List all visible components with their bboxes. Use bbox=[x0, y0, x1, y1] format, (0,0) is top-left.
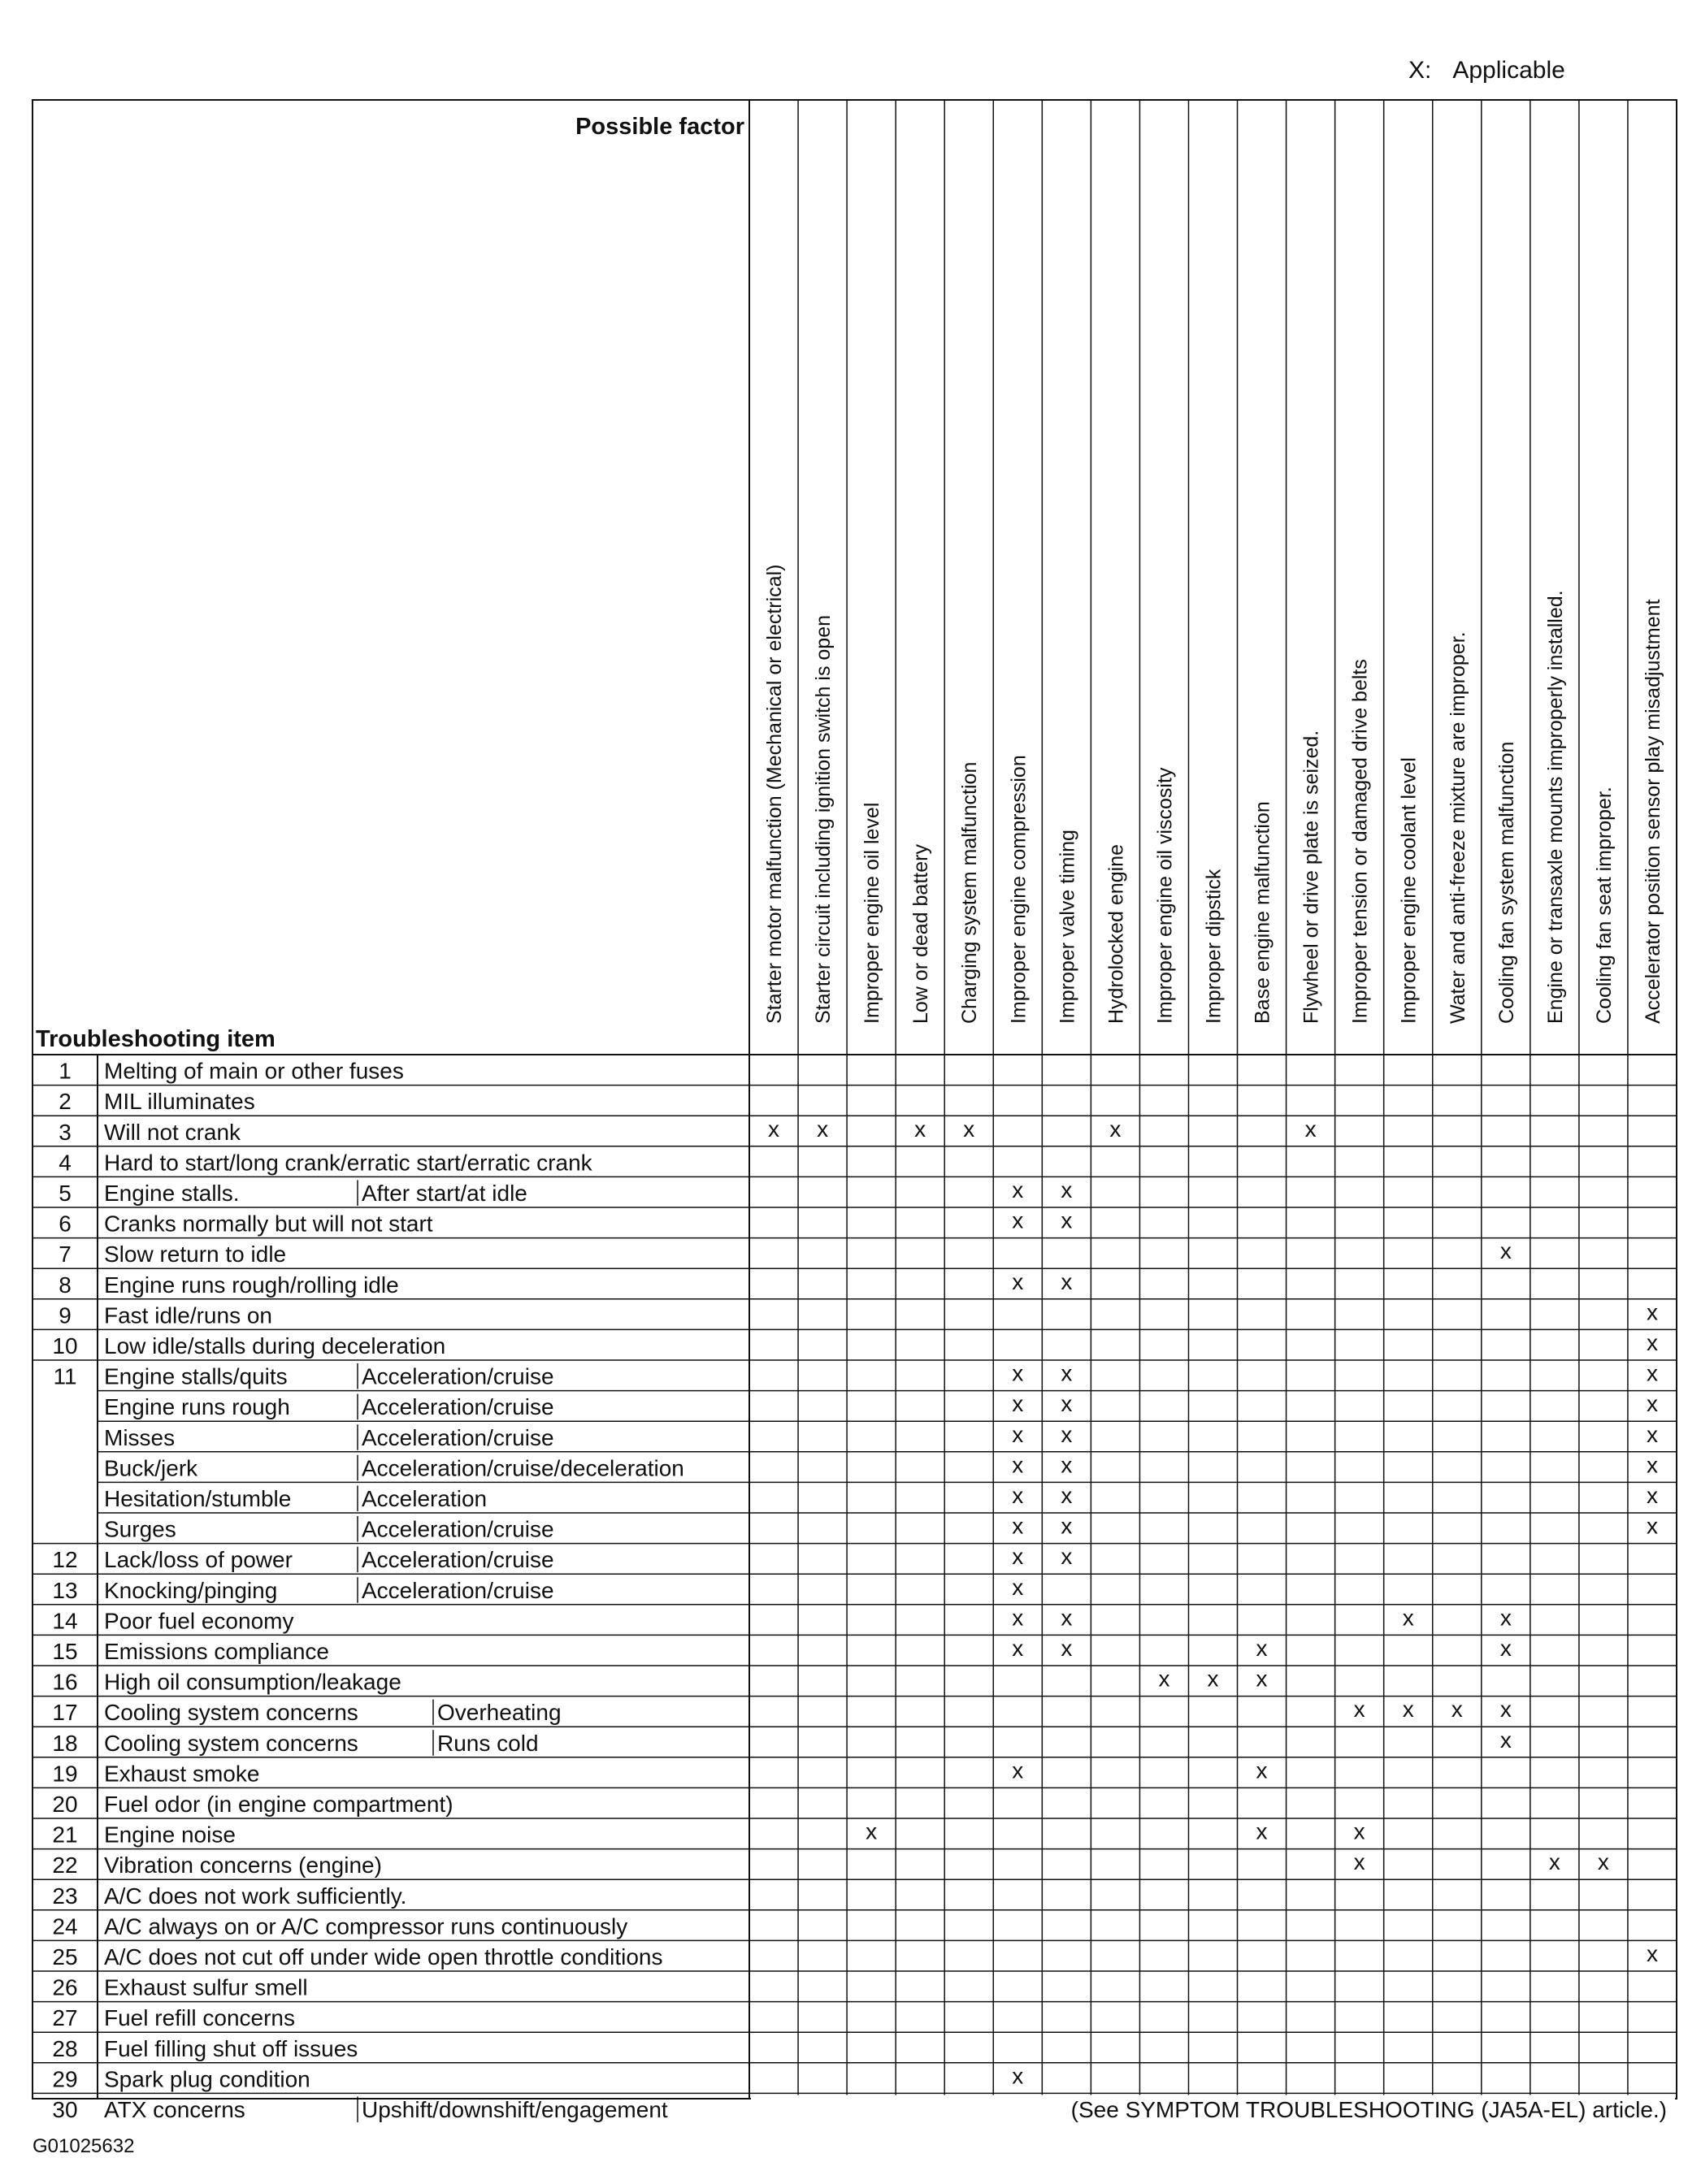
row-number: 23 bbox=[52, 1883, 78, 1909]
factor-header: Hydrolocked engine bbox=[1104, 844, 1128, 1024]
troubleshooting-item: A/C does not cut off under wide open throttle conditions bbox=[104, 1944, 663, 1970]
applicable-mark: x bbox=[1012, 1574, 1024, 1600]
troubleshooting-item: High oil consumption/leakage bbox=[104, 1669, 401, 1695]
troubleshooting-item: Hard to start/long crank/erratic start/erratic crank bbox=[104, 1150, 592, 1176]
troubleshooting-item: Low idle/stalls during deceleration bbox=[104, 1333, 446, 1358]
troubleshooting-item: Vibration concerns (engine) bbox=[104, 1852, 382, 1878]
applicable-mark: x bbox=[1353, 1849, 1365, 1875]
troubleshooting-item: Knocking/pinging bbox=[104, 1577, 278, 1603]
applicable-mark: x bbox=[1012, 1268, 1024, 1294]
factor-header: Improper dipstick bbox=[1202, 869, 1226, 1024]
troubleshooting-item: Engine stalls/quits bbox=[104, 1363, 288, 1389]
troubleshooting-item: Surges bbox=[104, 1516, 176, 1542]
row-number: 2 bbox=[59, 1089, 72, 1115]
row-number: 4 bbox=[59, 1150, 72, 1176]
applicable-mark: x bbox=[1402, 1696, 1414, 1722]
applicable-mark: x bbox=[1012, 1605, 1024, 1631]
applicable-mark: x bbox=[963, 1116, 975, 1142]
troubleshooting-item: Buck/jerk bbox=[104, 1455, 198, 1481]
applicable-mark: x bbox=[1012, 1177, 1024, 1202]
row-number: 7 bbox=[59, 1242, 72, 1268]
condition: Acceleration bbox=[362, 1486, 488, 1511]
factor-header: Starter circuit including ignition switch is open bbox=[812, 614, 835, 1024]
troubleshooting-item: Hesitation/stumble bbox=[104, 1486, 292, 1511]
troubleshooting-item: Emissions compliance bbox=[104, 1639, 329, 1664]
row-number: 24 bbox=[52, 1913, 78, 1939]
applicable-mark: x bbox=[1646, 1421, 1658, 1447]
applicable-mark: x bbox=[1061, 1483, 1073, 1508]
troubleshooting-item: A/C does not work sufficiently. bbox=[104, 1883, 407, 1909]
applicable-mark: x bbox=[1499, 1605, 1512, 1631]
factor-header: Improper engine coolant level bbox=[1397, 757, 1421, 1024]
applicable-mark: x bbox=[1646, 1513, 1658, 1539]
row-number: 30 bbox=[52, 2097, 78, 2122]
row-number: 28 bbox=[52, 2035, 78, 2061]
condition: Acceleration/cruise bbox=[362, 1363, 554, 1389]
row-number: 27 bbox=[52, 2005, 78, 2031]
condition: Upshift/downshift/engagement bbox=[362, 2097, 668, 2122]
troubleshooting-item: Lack/loss of power bbox=[104, 1547, 293, 1573]
applicable-mark: x bbox=[1061, 1544, 1073, 1570]
applicable-mark: x bbox=[1646, 1299, 1658, 1325]
troubleshooting-item: Engine noise bbox=[104, 1822, 236, 1848]
applicable-mark: x bbox=[1646, 1452, 1658, 1478]
applicable-mark: x bbox=[866, 1818, 878, 1844]
applicable-mark: x bbox=[1256, 1757, 1268, 1783]
row-number: 20 bbox=[52, 1792, 78, 1817]
applicable-mark: x bbox=[1256, 1666, 1268, 1692]
applicable-mark: x bbox=[1109, 1116, 1122, 1142]
row-number: 29 bbox=[52, 2066, 78, 2092]
row-number: 26 bbox=[52, 1974, 78, 2000]
figure-id: G01025632 bbox=[33, 2135, 135, 2157]
troubleshooting-item: Exhaust sulfur smell bbox=[104, 1974, 308, 2000]
troubleshooting-item: Fuel odor (in engine compartment) bbox=[104, 1792, 453, 1817]
troubleshooting-item: Cooling system concerns bbox=[104, 1700, 358, 1726]
factor-header: Accelerator position sensor play misadjustment bbox=[1641, 599, 1664, 1024]
row-number: 22 bbox=[52, 1852, 78, 1878]
row-number: 6 bbox=[59, 1211, 72, 1237]
factor-header: Improper engine oil viscosity bbox=[1153, 767, 1177, 1024]
row-number: 13 bbox=[52, 1577, 78, 1603]
applicable-mark: x bbox=[1304, 1116, 1317, 1142]
row-number: 8 bbox=[59, 1272, 72, 1298]
row-number: 15 bbox=[52, 1639, 78, 1664]
row-number: 17 bbox=[52, 1700, 78, 1726]
troubleshooting-item: Engine runs rough/rolling idle bbox=[104, 1272, 399, 1298]
troubleshooting-item: Cranks normally but will not start bbox=[104, 1211, 433, 1237]
row-number: 16 bbox=[52, 1669, 78, 1695]
factor-header: Cooling fan seat improper. bbox=[1592, 786, 1616, 1024]
troubleshooting-item: Melting of main or other fuses bbox=[104, 1058, 404, 1084]
factor-header: Engine or transaxle mounts improperly installed. bbox=[1543, 590, 1567, 1024]
condition: After start/at idle bbox=[362, 1181, 527, 1206]
applicable-mark: x bbox=[1451, 1696, 1463, 1722]
troubleshooting-item: Cooling system concerns bbox=[104, 1730, 358, 1756]
condition: Acceleration/cruise/deceleration bbox=[362, 1455, 684, 1481]
applicable-mark: x bbox=[1646, 1360, 1658, 1386]
applicable-mark: x bbox=[1061, 1421, 1073, 1447]
applicable-mark: x bbox=[1646, 1941, 1658, 1966]
applicable-mark: x bbox=[1012, 1360, 1024, 1386]
row-number: 3 bbox=[59, 1119, 72, 1145]
applicable-mark: x bbox=[1061, 1391, 1073, 1417]
troubleshooting-item: Engine runs rough bbox=[104, 1394, 290, 1420]
row-number: 9 bbox=[59, 1302, 72, 1328]
applicable-mark: x bbox=[1012, 1421, 1024, 1447]
factor-header: Improper engine oil level bbox=[861, 802, 884, 1024]
applicable-mark: x bbox=[1597, 1849, 1609, 1875]
troubleshooting-item: Engine stalls. bbox=[104, 1181, 240, 1206]
troubleshooting-item: MIL illuminates bbox=[104, 1089, 255, 1115]
row-number: 25 bbox=[52, 1944, 78, 1970]
troubleshooting-item-header: Troubleshooting item bbox=[36, 1026, 276, 1052]
troubleshooting-item: Misses bbox=[104, 1424, 176, 1450]
applicable-mark: x bbox=[1061, 1605, 1073, 1631]
row-number: 5 bbox=[59, 1181, 72, 1206]
applicable-mark: x bbox=[1499, 1636, 1512, 1661]
row-number: 10 bbox=[52, 1333, 78, 1358]
factor-header: Water and anti-freeze mixture are improper. bbox=[1446, 631, 1469, 1024]
condition: Acceleration/cruise bbox=[362, 1394, 554, 1420]
possible-factor-header: Possible factor bbox=[575, 114, 744, 140]
applicable-mark: x bbox=[768, 1116, 780, 1142]
troubleshooting-item: Will not crank bbox=[104, 1119, 241, 1145]
applicable-mark: x bbox=[1061, 1636, 1073, 1661]
row-number: 12 bbox=[52, 1547, 78, 1573]
applicable-mark: x bbox=[1548, 1849, 1560, 1875]
row-number: 19 bbox=[52, 1761, 78, 1787]
applicable-mark: x bbox=[1012, 1544, 1024, 1570]
applicable-mark: x bbox=[1207, 1666, 1219, 1692]
troubleshooting-item: Fuel filling shut off issues bbox=[104, 2035, 358, 2061]
applicable-mark: x bbox=[1061, 1207, 1073, 1233]
applicable-mark: x bbox=[1646, 1483, 1658, 1508]
condition: Acceleration/cruise bbox=[362, 1424, 554, 1450]
factor-header: Base engine malfunction bbox=[1251, 801, 1274, 1024]
applicable-mark: x bbox=[1012, 1207, 1024, 1233]
factor-header: Charging system malfunction bbox=[958, 761, 982, 1024]
factor-header: Flywheel or drive plate is seized. bbox=[1300, 730, 1323, 1024]
applicable-mark: x bbox=[1061, 1177, 1073, 1202]
troubleshooting-item: ATX concerns bbox=[104, 2097, 245, 2122]
applicable-mark: x bbox=[1158, 1666, 1170, 1692]
applicable-mark: x bbox=[1061, 1513, 1073, 1539]
row-number: 11 bbox=[53, 1363, 77, 1389]
row-number: 21 bbox=[52, 1822, 78, 1848]
factor-header: Low or dead battery bbox=[909, 844, 933, 1024]
troubleshooting-item: Fast idle/runs on bbox=[104, 1302, 272, 1328]
applicable-mark: x bbox=[1012, 1452, 1024, 1478]
troubleshooting-item: A/C always on or A/C compressor runs continuously bbox=[104, 1913, 628, 1939]
factor-header: Cooling fan system malfunction bbox=[1495, 741, 1518, 1024]
row-number: 1 bbox=[59, 1058, 72, 1084]
troubleshooting-item: Poor fuel economy bbox=[104, 1608, 294, 1634]
troubleshooting-item: Exhaust smoke bbox=[104, 1761, 260, 1787]
applicable-mark: x bbox=[1061, 1452, 1073, 1478]
condition: Acceleration/cruise bbox=[362, 1516, 554, 1542]
applicable-mark: x bbox=[914, 1116, 926, 1142]
applicable-mark: x bbox=[1012, 1636, 1024, 1661]
factor-header: Improper tension or damaged drive belts bbox=[1348, 659, 1372, 1024]
condition: Runs cold bbox=[437, 1730, 539, 1756]
condition: Overheating bbox=[437, 1700, 562, 1726]
applicable-mark: x bbox=[1353, 1696, 1365, 1722]
factor-header: Improper engine compression bbox=[1007, 755, 1031, 1024]
applicable-mark: x bbox=[1402, 1605, 1414, 1631]
applicable-mark: x bbox=[1256, 1636, 1268, 1661]
factor-header: Starter motor malfunction (Mechanical or electrical) bbox=[763, 564, 787, 1024]
applicable-mark: x bbox=[1012, 1757, 1024, 1783]
applicable-mark: x bbox=[1353, 1818, 1365, 1844]
condition: Acceleration/cruise bbox=[362, 1577, 554, 1603]
applicable-mark: x bbox=[1499, 1696, 1512, 1722]
troubleshooting-item: Fuel refill concerns bbox=[104, 2005, 295, 2031]
applicable-mark: x bbox=[1061, 1268, 1073, 1294]
factor-header: Improper valve timing bbox=[1056, 830, 1079, 1024]
applicable-mark: x bbox=[1012, 1513, 1024, 1539]
applicable-mark: x bbox=[1646, 1391, 1658, 1417]
applicable-mark: x bbox=[1061, 1360, 1073, 1386]
troubleshooting-item: Slow return to idle bbox=[104, 1242, 287, 1268]
row-number: 14 bbox=[52, 1608, 78, 1634]
applicable-mark: x bbox=[1012, 1391, 1024, 1417]
troubleshooting-item: Spark plug condition bbox=[104, 2066, 310, 2092]
applicable-mark: x bbox=[1012, 1483, 1024, 1508]
condition: Acceleration/cruise bbox=[362, 1547, 554, 1573]
applicable-mark: x bbox=[1012, 2063, 1024, 2089]
applicable-mark: x bbox=[1499, 1238, 1512, 1264]
legend-key: X: bbox=[1408, 57, 1432, 84]
applicable-mark: x bbox=[1256, 1818, 1268, 1844]
see-article-note: (See SYMPTOM TROUBLESHOOTING (JA5A-EL) article.) bbox=[1070, 2097, 1667, 2122]
applicable-mark: x bbox=[1646, 1330, 1658, 1355]
applicable-mark: x bbox=[1499, 1727, 1512, 1753]
row-number: 18 bbox=[52, 1730, 78, 1756]
applicable-mark: x bbox=[817, 1116, 829, 1142]
legend-text: Applicable bbox=[1452, 57, 1565, 84]
